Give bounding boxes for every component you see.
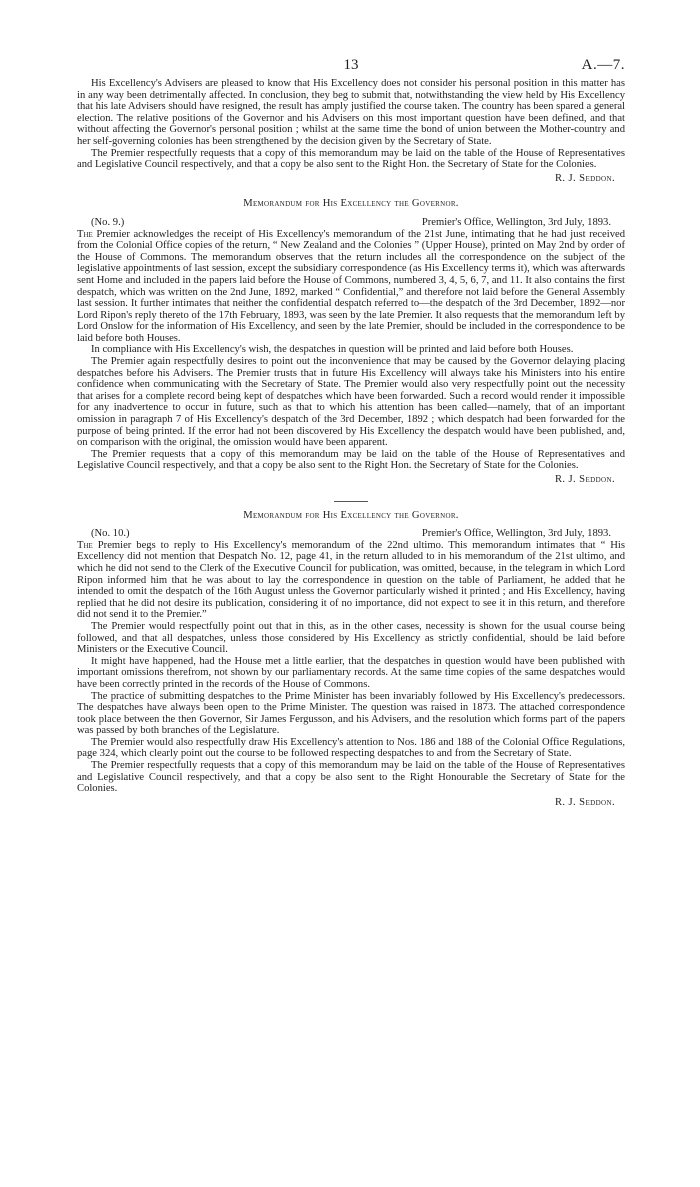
memo-number: (No. 9.) [91,216,125,228]
page-header [77,0,625,78]
lead-word: The [77,539,93,551]
dateline [77,528,625,540]
memorandum-no-9 [77,198,625,485]
opening-text: Premier begs to reply to His Excellency's memorandum of the 22nd ultimo. This memorandum intimates that “ His Excellency did not mention that Despatch No. 12, page 41, in the return alluded to in his memorandum of the 21st ultimo, and which he did not send to the Clerk of the Executive Council for publication, was omitted, because, in the telegram in which Lord Ripon informed him that he was about to lay the correspondence in question on the table of Parliament, he added that he intended to omit the despatch of the 16th August unless the Governor particularly wished it printed ; and His Excellency, having replied that he did not desire its publication, considering it of no importance, did not expect to see it in this return, and therefore did not send it to the Premier.” [77,539,625,621]
intro-section [77,78,625,184]
opening-paragraph [77,229,625,345]
paragraph: The Premier requests that a copy of this memorandum may be laid on the table of the House of Representatives and Legislative Council respectively, and that a copy be also sent to the Right Hon. the Secretary of State for the Colonies. [77,448,625,472]
document-page [77,0,625,808]
memo-date: Premier's Office, Wellington, 3rd July, 1893. [421,528,611,540]
memorandum-heading: Memorandum for His Excellency the Governor. [243,509,459,521]
paragraph: His Excellency's Advisers are pleased to know that His Excellency does not consider his personal position in this matter has in any way been detrimentally affected. In conclusion, they beg to submit that, notwithstanding the view held by His Excellency that his late Advisers should have resigned, the result has amply justified the course taken. The country has been spared a general election. The relative positions of the Governor and his Advisers on this most important question have been defined, and that without affecting the Governor's personal position ; whilst at the same time the bond of union between the Mother-country and her self-governing colonies has been strengthened by the decision given by the Secretary of State. [77,78,625,147]
page-number: 13 [343,57,359,73]
opening-paragraph [77,540,625,621]
section-divider [334,501,368,502]
memo-number: (No. 10.) [91,528,130,540]
paper-code: A.—7. [581,57,625,73]
paragraph: The Premier would respectfully point out that in this, as in the other cases, necessity is shown for the usual course being followed, and that all despatches, unless those considered by His Excellency as strictly confidential, should be laid before Ministers or the Executive Council. [77,620,625,656]
lead-word: The [77,228,93,240]
memorandum-no-10 [77,510,625,809]
paragraph: The practice of submitting despatches to the Prime Minister has been invariably followed by His Excellency's predecessors. The despatches have always been open to the Prime Minister. The question was raised in 1873. The attached correspondence took place between the then Governor, Sir James Fergusson, and his Advisers, and the resolution which forms part of the papers was passed by both branches of the Legislature. [77,690,625,737]
signature: R. J. Seddon. [554,796,615,808]
dateline [77,217,625,229]
paragraph: The Premier respectfully requests that a copy of this memorandum may be laid on the table of the House of Representatives and Legislative Council respectively, and that a copy be also sent to the Right Hon. the Secretary of State for the Colonies. [77,147,625,171]
paragraph: It might have happened, had the House met a little earlier, that the despatches in question would have been published with important omissions therefrom, not shown by our parliamentary records. At the same time copies of the same despatches would have been correctly printed in the records of the House of Commons. [77,655,625,690]
paragraph: The Premier again respectfully desires to point out the inconvenience that may be caused by the Governor delaying placing despatches before his Advisers. The Premier trusts that in future His Excellency will always take his Ministers into his entire confidence when communicating with the Secretary of State. The Premier would also very respectfully point out the necessity that arises for a complete record being kept of despatches which have been forwarded. Such a record would render it impossible for any inadvertence to occur in future, such as that to which his attention has been called—namely, that of an important omission in paragraph 7 of His Excellency's despatch of the 3rd December, 1892 ; which despatch had been forwarded for the purpose of being printed. If the error had not been discovered by His Excellency the despatch would have been published, and, on comparison with the original, the omission would have been apparent. [77,356,625,449]
memo-date: Premier's Office, Wellington, 3rd July, 1893. [421,216,611,228]
memorandum-heading: Memorandum for His Excellency the Governor. [243,198,459,210]
paragraph: In compliance with His Excellency's wish, the despatches in question will be printed and laid before both Houses. [91,344,574,356]
signature: R. J. Seddon. [554,172,615,184]
paragraph: The Premier respectfully requests that a copy of this memorandum may be laid on the table of the House of Representatives and Legislative Council respectively, and that a copy be also sent to the Right Honourable the Secretary of State for the Colonies. [77,760,625,795]
signature: R. J. Seddon. [554,474,615,485]
paragraph: The Premier would also respectfully draw His Excellency's attention to Nos. 186 and 188 of the Colonial Office Regulations, page 324, which clearly point out the course to be followed respecting despatches to and from the Secretary of State. [77,736,625,760]
opening-text: Premier acknowledges the receipt of His Excellency's memorandum of the 21st June, intimating that he had just received from the Colonial Office copies of the return, “ New Zealand and the Colonies ” (Upper House), printed on May 2nd by order of the House of Commons. The memorandum observes that the return includes all the correspondence on the subject of the legislative appointments of last session, except the subsidiary correspondence (as His Excellency terms it), which was afterwards sent Home and included in the papers laid before the House of Commons, numbered 3, 4, 5, 6, 7, and 11. It also contains the first despatch, which was written on the 2nd June, 1892, marked “ Confidential,” and therefore not laid before the General Assembly last session. It further intimates that neither the confidential despatch referred to—the despatch of the 3rd December, 1892—nor Lord Ripon's reply thereto of the 17th February, 1893, was seen by the late Premier. It also requests that the memorandum left by Lord Onslow for the information of His Excellency, and seen by the late Premier, should be included in the correspondence to be laid before both Houses. [77,228,625,344]
